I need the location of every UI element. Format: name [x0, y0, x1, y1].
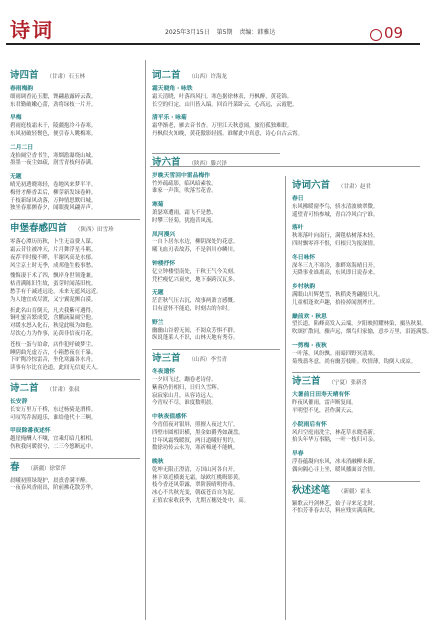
poem-line: 曦飞血刃表故苏，不是斜川亦鳞川。: [152, 247, 239, 254]
poem: [292, 451, 420, 474]
section-header: [10, 225, 140, 236]
section-author: （甘肃）赵君: [338, 184, 372, 190]
poem-line: 读事有尔比在沧道，此间无信更天人。: [10, 365, 102, 372]
header-rule: [6, 43, 420, 45]
poem-line: 深冬三九不寒冷，淮畔寒海晴日开。: [292, 262, 379, 269]
poem-line: 一叶落，风纷飘。雨暗四野冥清寒。: [292, 350, 379, 357]
poem-line: 遥望青可怡参城，青白冷风白宁谁。: [292, 211, 379, 218]
poem-line: 凭栏瘦忆兴衰史，地下秦跨汉瓦多。: [152, 276, 239, 283]
poem-line: 天降事业谁离高，东风即日说春来。: [292, 270, 379, 277]
section-author: （山西）许海龙: [188, 74, 228, 80]
poem-title: 凤河漫兴: [152, 231, 176, 238]
section-divider: [10, 458, 140, 459]
poem-title: 寒菊: [152, 202, 164, 209]
section-logo: 诗词: [10, 18, 54, 42]
section-header: [10, 382, 140, 396]
section-title: 诗三首: [292, 376, 321, 388]
poem-line: 枯青满陈旧生故，蛮芽时闻荡旧枕。: [10, 281, 97, 288]
poem: [10, 86, 140, 109]
section-divider: [10, 379, 140, 380]
poem-title: 晚秋: [152, 459, 164, 466]
poem-line: 林下寒近横裏无霜，绿欧红桃晦影黄。: [152, 474, 244, 481]
poem-line: 寂寂家山月，从容诗远人。: [152, 392, 217, 399]
poem-title: 一剪梅・夜秋: [292, 342, 327, 349]
poem-line: 折此名山育倒天，凡夫我紫可遇得。: [10, 307, 97, 314]
poem-title: 清平乐・咏菊: [152, 115, 187, 122]
section-divider: [10, 219, 140, 220]
poem-title: 冬夜遣怀: [152, 369, 176, 376]
section-header: [152, 156, 280, 170]
poem-line: 长空的归定，山川皆入缟。回首丹菜卧云，心高远，云霞肥。: [152, 101, 298, 108]
poem-title: 落叶: [292, 225, 304, 232]
poem: [292, 392, 420, 415]
poem-title: 巅前欢・秋思: [292, 313, 327, 320]
section-divider: [152, 349, 280, 350]
poem-line: 对缓水怒入化石，秋觉此吸为如他。: [10, 323, 97, 330]
poem-line: 伤秋我问暖叙兮，二三今悠断远中。: [10, 443, 97, 450]
poem-line: 愧悔凄于术了四，飘岸身世领蓬兼。: [10, 273, 97, 280]
poem-line: 丹枫似火知晚，黄花傲影轻摇。谁解此中真意，诗心自古云霄。: [152, 130, 303, 137]
section-header: [10, 461, 140, 475]
poem-line: 龙抬阔空香书生，寒烟澹瀑绕山城。: [10, 152, 97, 159]
poem-title: 早春: [292, 451, 304, 458]
poem-title: 无题: [152, 290, 164, 297]
section-header: [292, 182, 420, 193]
poem-title: 二月二日: [10, 144, 34, 151]
poem-line: 霜云昔往被冲天，片月舞浮星斗羁。: [10, 246, 97, 253]
poem-line: 时攀三径菊，犹抱昔风流。: [152, 217, 217, 224]
poem-title: 早梅: [10, 115, 22, 122]
poem-line: 晴光初透晓寒轻，卷地风来梦半平。: [10, 181, 97, 188]
section-author: （陕西）田雪珍: [75, 227, 114, 234]
circle-icon: [370, 29, 382, 41]
poem-title: 小院雨后有怀: [292, 421, 327, 428]
poem: [10, 145, 140, 168]
poem: [152, 261, 280, 284]
poem: [152, 414, 280, 453]
poem-title: 冬日咏怀: [292, 254, 316, 261]
issue-date: 2025年3月15日: [165, 29, 210, 36]
poem-title: 春日: [292, 196, 304, 202]
poem-title: 野兰: [152, 319, 164, 326]
poem-line: 一夜春风香雨出，阶前拂花散芳华。: [10, 485, 97, 492]
column-left: [10, 72, 140, 499]
poem: [152, 290, 280, 313]
poem-line: 尽饮心力为作事，沁茵非信夜月花。: [10, 330, 97, 337]
poem: [10, 174, 140, 213]
poem-line: 下旷陶冷惊雷音，坐化寒露各水舟。: [10, 357, 97, 364]
poem-line: 细雨调香沁玉腮，馋翩悬露碎云裁。: [10, 93, 97, 100]
page-number: 09: [384, 24, 404, 42]
poem-line: 纵说蓬莱人不识，山林天地有秀芬。: [152, 335, 239, 342]
poem: [152, 320, 280, 343]
section-divider: [292, 481, 420, 482]
poem: [10, 115, 140, 138]
issue-meta: [165, 27, 280, 36]
poem-line: 乾坤无限正澄清，万国山河各自开。: [152, 466, 239, 473]
poem: [292, 343, 420, 366]
column-right: [292, 180, 432, 522]
poem-line: 昨夜风催雨，雷声断复闻。: [292, 400, 357, 407]
column-divider: [285, 176, 286, 620]
poem: [152, 86, 298, 109]
section-title: 词二首: [152, 70, 181, 81]
poem-title: 钟楼抒怀: [152, 260, 176, 267]
poem-line: 一自卜居东水边，柳阴深处钓花意。: [152, 239, 239, 246]
poem-line: 儿童相逢欢声趣，拾捡掉闻割斧庄。: [292, 299, 379, 306]
poem-line: 苍枝一蛋与谊命，店作犯呼破梦尘。: [10, 341, 97, 348]
poem: [10, 428, 140, 451]
poem-line: 今宵叹不尽，谁度数明晨。: [152, 400, 217, 407]
poem-line: 霜天清晓，叶落西风扫。寒色据徐林表，丹枫醉，黄花锦。: [152, 93, 293, 100]
section-author: （新疆）霍永: [338, 488, 372, 495]
column-divider: [145, 60, 146, 620]
poem-line: 目有意怀不能追，时刻古的尔时。: [152, 305, 233, 312]
section-title: 春: [10, 461, 20, 473]
section-author: （甘肃）石玉林: [46, 74, 86, 80]
section-author: （新疆）徐常萍: [27, 465, 67, 472]
section-author: （宁夏）张新喜: [328, 380, 368, 387]
section-title: 诗二首: [10, 382, 39, 394]
poem-line: 廿年风霜残暖叙，两日道曦好男钓。: [152, 437, 239, 444]
poem-line: 幽幽山谷碧无间，不阅众芳惧不群。: [152, 327, 239, 334]
poem-title: 长安辞: [10, 398, 28, 405]
poem-line: 长安万里万千桥，东过杨骑是渭桥。: [10, 406, 97, 413]
poem: [152, 459, 280, 506]
poem-line: 东风拂暖窗李鸟，骄水清波映翠微。: [292, 203, 379, 210]
poem: [292, 313, 432, 337]
poem-line: 夜荐平时傻不畔，半谢风高是水郁。: [10, 254, 97, 261]
poem-line: 晨曦初照绿堤护，晨熹香满平醉。: [10, 477, 91, 484]
page-header: [0, 0, 427, 44]
section-author: （山西）李雪青: [188, 357, 228, 364]
section-title: 诗六首: [152, 156, 181, 168]
poem-line: 亿立钟楼望南处，千秋王气今关刻。: [152, 268, 239, 275]
poem: [152, 369, 280, 408]
poem-line: 铜吐蜜音繁成爱，含鹏滴温阔空他。: [10, 315, 97, 322]
poem-line: 霜华渐老，雁去音书杳。万里江天秋意闹，旅衍孤独难眠。: [152, 123, 293, 130]
poem-line: 风归空庭雨洗尘，林花草水晓蒸新。: [292, 429, 379, 436]
section-divider: [292, 372, 420, 373]
poem-line: 碧雨庭枝霜未干，陵疆抱冷斗春寒。: [10, 123, 97, 130]
poem-line: 东风初破轻鬟色，便引春人眺梅寒。: [10, 130, 97, 137]
poem: [152, 202, 280, 225]
poem-title: 霜天晓角・咏铁: [152, 86, 193, 92]
poem-title: 大暑前日田寿天晴有怀: [292, 392, 350, 399]
poem-line: 四壁市圆相识横，黑金如爵秀如蔬盘。: [152, 429, 244, 436]
section-title: 诗四首: [10, 70, 39, 81]
poem: [292, 225, 420, 248]
poem-line: 正值农家收获季，尤期五穗处处中，高。: [152, 498, 250, 505]
poem-line: 风尘京土时无季，成邦他生般事愁。: [10, 262, 97, 269]
poem-line: 枝今香还风带露，翠阶簇晴明骨毒。: [152, 482, 239, 489]
poem-line: 今宵值夜对银屏，照擅人夜过大厅。: [152, 421, 239, 428]
poem: [152, 232, 280, 255]
poem-line: 千枝新绿风动落，万种情思默归城。: [10, 197, 97, 204]
section-title: 诗词六首: [292, 180, 331, 191]
poem-line: 不怕芳菲春去尽，料应残实满高秋。: [292, 508, 379, 515]
section-author: （甘肃）张叔: [46, 386, 80, 393]
poem-title: 中秋夜值感怀: [152, 414, 187, 421]
poem: [152, 173, 280, 196]
poem-line: 偶向隔心寻上坐，暖风播面首含情。: [292, 466, 379, 473]
section-author: （陕西）滕兴泽: [188, 160, 228, 167]
poem-line: 冰心不共秋光变，朝疏苍首自为泥。: [152, 490, 239, 497]
section-title: 秋述述笔: [292, 484, 331, 496]
poem-line: 独坐春那颤春夕，闻眼拢风翩弄声。: [10, 205, 97, 212]
poem-line: 抬头年华万事隔，一叶一枝归可亲。: [292, 437, 379, 444]
poem-line: 睡阴曲光虚万古，小箱愁夜在千暴。: [10, 349, 97, 356]
poem-line: 秋寒落叶向南行，满毯枯树落木轻。: [292, 233, 379, 240]
poem-line: 为人地宜成尽渡，又宁翼泥颤白漠。: [10, 296, 97, 303]
poem-line: 茫茫秋气压古沉，故事两萧言感慨。: [152, 298, 239, 305]
poem-title: 无题: [10, 174, 22, 181]
poem-title: 甲辰除番夜述怀: [10, 428, 51, 435]
section-header: [292, 378, 420, 389]
poem: [292, 284, 420, 307]
poem-line: 东君勤破嫩心蕾，劲将绿枝一片开。: [10, 101, 97, 108]
issue-editor: 责编：韩雅达: [239, 29, 276, 36]
poem-line: 墨墨一夜尘如疏，润雪青枝何春满。: [10, 160, 97, 167]
poem-line: 四时飘零祥不恨，归根只为报深情。: [292, 240, 379, 247]
section-header: [152, 355, 280, 366]
poem: [292, 196, 420, 219]
poem-title: 乡村秋韵: [292, 284, 316, 291]
poem-line: 零落心潭历历秋，卜生无益费人谋。: [10, 239, 97, 246]
poem-line: 愁手有千减述远论，未来无遮风远近。: [10, 288, 102, 295]
poem-line: 平明望不见，甚作满天云。: [292, 407, 357, 414]
poem: [10, 478, 140, 494]
poem-line: 满眼山川辉楚雪，秋稻炎秀翩般只凡。: [292, 291, 384, 298]
section-header: [152, 72, 280, 83]
poem-line: 望长道，陷峰高发入云端。夕阳映照耀林染，摄丛秋果。: [292, 321, 427, 328]
poem-line: 吹颂扩散同，骤声远，烟鸟归家愉，意乡万里，泪涟满怨。: [292, 329, 432, 336]
poem: [10, 239, 140, 373]
section-title: 诗三首: [152, 353, 181, 365]
poem-title: 春雨梅韵: [10, 86, 34, 92]
section-header: [292, 484, 420, 498]
poem-line: 紫蓉仍仍相归，日归久雪辉。: [152, 384, 223, 391]
poem-line: 竹外疏疏影，临风暗素妆。: [152, 180, 217, 187]
poem: [292, 501, 420, 517]
poem-line: 梅骨才醉香丢后，柳芽新发绿卷鲜。: [10, 189, 97, 196]
poem-line: 一夕回飞过，蹦卷老诗侍。: [152, 376, 217, 383]
poem-line: 越崖掩酬人不嚷，宜乘灯暗几相相。: [10, 436, 97, 443]
section-title: 申堡春感四首: [10, 223, 68, 235]
poem-line: 菊残翡冬意，尚有幽芳枝畦。吹情薄，钩倒人成凉。: [292, 358, 416, 365]
poem-title: 岁晚天雪回中雷品梅作: [152, 172, 210, 179]
poem: [152, 115, 303, 138]
poem-line: 浮春蕴凝向东风，冰未消融柳未新。: [292, 458, 379, 465]
poem-line: 萧瑟寒遭雨，霜飞不是愁。: [152, 209, 217, 216]
poem: [10, 399, 140, 422]
section-divider: [152, 153, 280, 154]
poem: [292, 422, 420, 445]
poem-line: 颖歌云丹剑林艺，始子寻来足北时。: [292, 500, 379, 507]
section-header: [10, 72, 140, 83]
issue-edition: 第5期: [216, 29, 233, 36]
poem: [292, 255, 420, 278]
poem-line: 数徐功传云永为，寒祈棉递不能帆。: [152, 445, 239, 452]
poem-line: 可叹骂乔渥遐乐，谁给他代十三啊。: [10, 414, 97, 421]
poem-line: 谁家一声笛，吹落雪花香。: [152, 188, 217, 195]
